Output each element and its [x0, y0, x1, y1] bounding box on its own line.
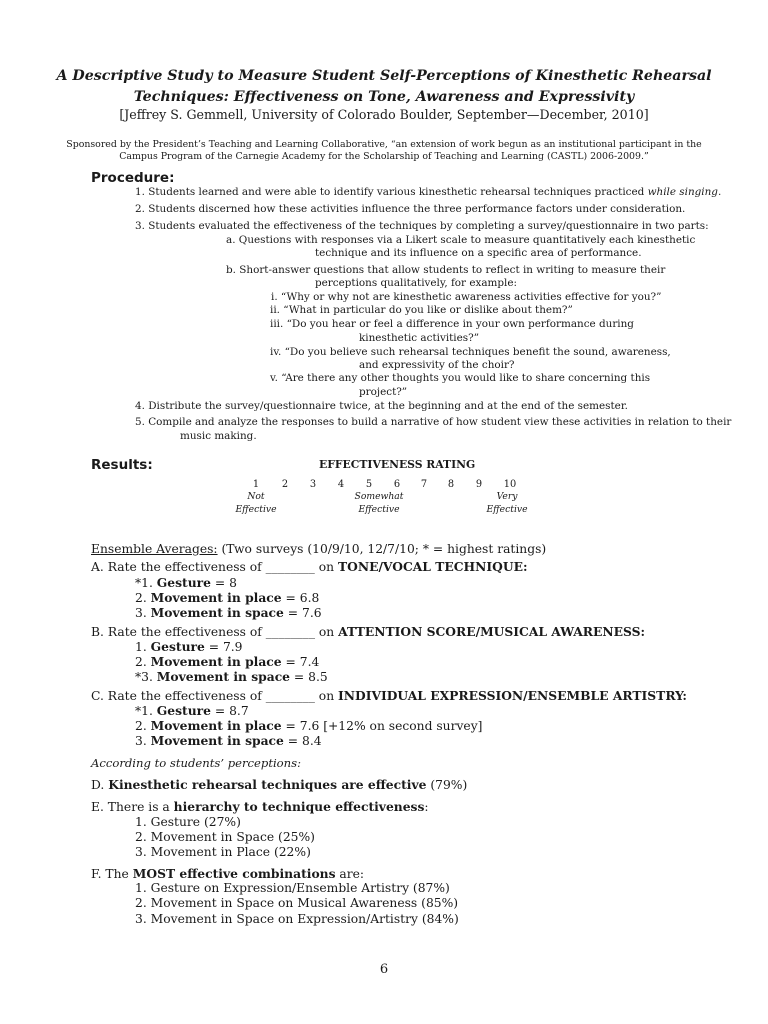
question-c-topic: INDIVIDUAL EXPRESSION/ENSEMBLE ARTISTRY: — [338, 688, 687, 703]
item-value: = 8.4 — [283, 734, 322, 748]
item-value: = 7.9 — [204, 640, 243, 654]
finding-d-bold: Kinesthetic rehearsal techniques are effective — [108, 777, 427, 792]
finding-f-item-1: 1. Gesture on Expression/Ensemble Artistry (87%) — [135, 881, 450, 895]
item-name: Movement in place — [150, 718, 282, 733]
item-value: = 7.6 — [283, 606, 322, 620]
item-number: *1. — [135, 576, 157, 590]
procedure-step-3b-line-2: perceptions qualitatively, for example: — [315, 277, 518, 289]
rating-number-6: 6 — [393, 479, 401, 490]
rating-number-10: 10 — [503, 479, 517, 490]
rating-number-7: 7 — [420, 479, 428, 490]
rating-number-9: 9 — [475, 479, 483, 490]
rating-number-2: 2 — [281, 479, 289, 490]
finding-f-suffix: are: — [335, 867, 365, 881]
question-iv-line-2: and expressivity of the choir? — [359, 359, 515, 371]
item-value: = 7.6 [+12% on second survey] — [281, 719, 483, 733]
a-item-1 — [135, 575, 237, 590]
question-b-on: on — [314, 625, 339, 639]
question-a-prefix: A. Rate the effectiveness of — [91, 560, 266, 574]
item-name: Gesture — [156, 703, 211, 718]
a-item-3 — [135, 605, 322, 620]
c-item-3 — [135, 733, 322, 748]
question-ii: ii. “What in particular do you like or dislike about them?” — [270, 304, 573, 316]
procedure-step-5-line-2: music making. — [180, 430, 257, 442]
ensemble-averages-line — [91, 542, 546, 556]
item-name: Movement in space — [150, 733, 284, 748]
perceptions-intro: According to students’ perceptions: — [91, 756, 301, 770]
rating-mid-label-1: Somewhat — [354, 491, 404, 502]
item-number: 3. — [135, 606, 151, 620]
byline: [Jeffrey S. Gemmell, University of Colorado Boulder, September—December, 2010] — [119, 107, 649, 122]
item-number: *1. — [135, 704, 157, 718]
c-item-1 — [135, 703, 249, 718]
question-b-topic: ATTENTION SCORE/MUSICAL AWARENESS: — [338, 624, 646, 639]
finding-e — [91, 799, 429, 814]
item-name: Movement in place — [150, 590, 282, 605]
item-number: 3. — [135, 734, 151, 748]
finding-e-suffix: : — [424, 800, 429, 814]
c-item-2 — [135, 718, 482, 733]
finding-e-item-1: 1. Gesture (27%) — [135, 815, 241, 829]
rating-number-4: 4 — [337, 479, 345, 490]
item-number: 2. — [135, 655, 151, 669]
rating-high-label-1: Very — [496, 491, 518, 502]
a-item-2 — [135, 590, 319, 605]
rating-low-label-1: Not — [247, 491, 265, 502]
procedure-step-3a-line-1: a. Questions with responses via a Likert scale to measure quantitatively each kinesthetic — [226, 234, 696, 246]
question-c-prefix: C. Rate the effectiveness of — [91, 689, 266, 703]
finding-d — [91, 777, 467, 792]
item-name: Gesture — [156, 575, 211, 590]
b-item-1 — [135, 639, 243, 654]
sponsor-line-2: Campus Program of the Carnegie Academy for the Scholarship of Teaching and Learning (CASTL) 2006-2009.” — [119, 151, 649, 162]
b-item-3 — [135, 669, 328, 684]
finding-f-prefix: F. The — [91, 867, 133, 881]
item-name: Gesture — [150, 639, 205, 654]
item-name: Movement in place — [150, 654, 282, 669]
procedure-step-3a-line-2: technique and its influence on a specific area of performance. — [315, 247, 642, 259]
ensemble-averages-note: (Two surveys (10/9/10, 12/7/10; * = highest ratings) — [217, 542, 547, 556]
finding-e-bold: hierarchy to technique effectiveness — [173, 799, 425, 814]
rating-scale-title: EFFECTIVENESS RATING — [319, 458, 476, 471]
finding-e-item-2: 2. Movement in Space (25%) — [135, 830, 315, 844]
finding-d-prefix: D. — [91, 778, 109, 792]
sponsor-line-1: Sponsored by the President’s Teaching and Learning Collaborative, “an extension of work begun as an institutional participant in the — [66, 139, 702, 150]
question-v-line-2: project?” — [359, 386, 408, 398]
title-line-2: Techniques: Effectiveness on Tone, Awareness and Expressivity — [133, 89, 635, 105]
question-b-prefix: B. Rate the effectiveness of — [91, 625, 266, 639]
item-value: = 8 — [210, 576, 237, 590]
question-iii-line-2: kinesthetic activities?” — [359, 332, 479, 344]
question-iv-line-1: iv. “Do you believe such rehearsal techniques benefit the sound, awareness, — [270, 346, 671, 358]
rating-mid-label-2: Effective — [358, 504, 400, 515]
question-a-on: on — [314, 560, 338, 574]
step-1-emphasis: while singing. — [647, 186, 722, 198]
rating-number-1: 1 — [252, 479, 260, 490]
finding-f-bold: MOST effective combinations — [132, 866, 336, 881]
finding-f-item-3: 3. Movement in Space on Expression/Artistry (84%) — [135, 912, 459, 926]
item-number: 2. — [135, 719, 151, 733]
rating-low-label-2: Effective — [235, 504, 277, 515]
rating-high-label-2: Effective — [486, 504, 528, 515]
item-number: 2. — [135, 591, 151, 605]
procedure-heading: Procedure: — [91, 170, 175, 186]
item-number: 1. — [135, 640, 151, 654]
blank-line: ________ — [265, 689, 315, 703]
question-i: i. “Why or why not are kinesthetic awareness activities effective for you?” — [271, 291, 662, 303]
finding-e-item-3: 3. Movement in Place (22%) — [135, 845, 311, 859]
item-value: = 8.5 — [290, 670, 328, 684]
question-c-on: on — [314, 689, 339, 703]
page-number: 6 — [379, 962, 389, 977]
rating-number-8: 8 — [447, 479, 455, 490]
title-line-1: A Descriptive Study to Measure Student Self-Perceptions of Kinesthetic Rehearsal — [56, 68, 712, 84]
procedure-step-5-line-1: 5. Compile and analyze the responses to build a narrative of how student view these activities in relation to their — [135, 416, 732, 428]
finding-d-percent: (79%) — [426, 778, 468, 792]
finding-e-prefix: E. There is a — [91, 800, 174, 814]
blank-line: ________ — [265, 625, 315, 639]
rating-number-5: 5 — [365, 479, 373, 490]
ensemble-averages-label: Ensemble Averages: — [91, 542, 218, 556]
item-number: *3. — [135, 670, 157, 684]
procedure-step-4: 4. Distribute the survey/questionnaire twice, at the beginning and at the end of the semester. — [135, 400, 628, 412]
item-name: Movement in space — [150, 605, 284, 620]
blank-line: ________ — [265, 560, 315, 574]
question-iii-line-1: iii. “Do you hear or feel a difference in your own performance during — [270, 318, 634, 330]
procedure-step-1 — [135, 186, 721, 198]
rating-number-3: 3 — [309, 479, 317, 490]
question-c — [91, 688, 687, 703]
results-heading: Results: — [91, 457, 153, 473]
b-item-2 — [135, 654, 319, 669]
procedure-step-3b-line-1: b. Short-answer questions that allow students to reflect in writing to measure their — [226, 264, 666, 276]
item-value: = 6.8 — [281, 591, 320, 605]
question-a — [91, 559, 528, 574]
item-value: = 7.4 — [281, 655, 320, 669]
question-a-topic: TONE/VOCAL TECHNIQUE: — [337, 559, 528, 574]
step-1-text: 1. Students learned and were able to identify various kinesthetic rehearsal techniques practiced — [135, 186, 648, 198]
finding-f — [91, 866, 364, 881]
item-value: = 8.7 — [210, 704, 249, 718]
question-v-line-1: v. “Are there any other thoughts you would like to share concerning this — [270, 372, 651, 384]
finding-f-item-2: 2. Movement in Space on Musical Awareness (85%) — [135, 896, 459, 910]
procedure-step-3: 3. Students evaluated the effectiveness of the techniques by completing a survey/questionnaire in two parts: — [135, 220, 709, 232]
question-b — [91, 624, 645, 639]
item-name: Movement in space — [156, 669, 291, 684]
procedure-step-2: 2. Students discerned how these activities influence the three performance factors under consideration. — [135, 203, 686, 215]
